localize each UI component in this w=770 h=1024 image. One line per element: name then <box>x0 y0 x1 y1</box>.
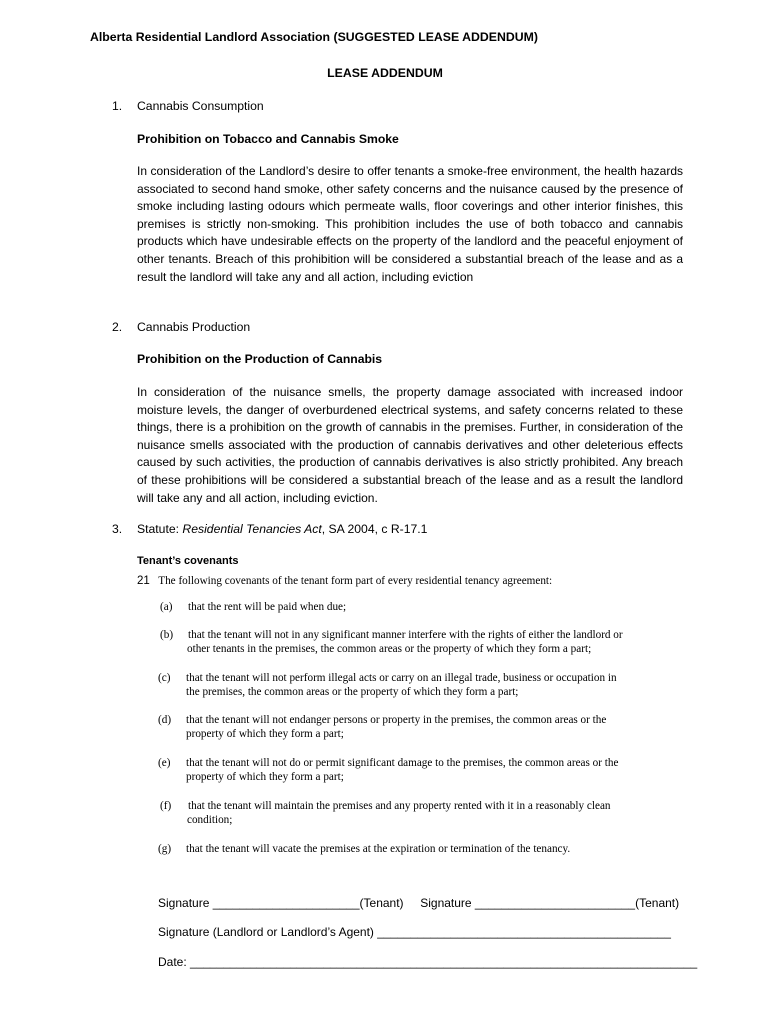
tenant-signature-lines[interactable]: Signature ______________________(Tenant) Signature ________________________(Tenant) <box>158 896 680 910</box>
statute-citation: , SA 2004, c R-17.1 <box>321 522 428 536</box>
clause-label: (e) <box>158 757 171 769</box>
section-2-body: In consideration of the nuisance smells, the property damage associated with increased indoor moisture levels, the danger of overburdened electrical systems, and safety concerns related to these things, there is a prohibition on the growth of cannabis in the premises. Further, in consideration of the nuisance smells associated with the production of cannabis derivatives and other deleterious effects caused by such activities, the production of cannabis derivatives is also strictly prohibited. Any breach of these prohibitions will be considered a substantial breach of the lease and as a result the landlord will take any and all action, including eviction. <box>137 385 683 505</box>
section-21-number: 21 <box>137 575 150 587</box>
section-2-number: 2. <box>112 320 123 334</box>
clause-label: (b) <box>160 629 174 641</box>
clause-text: that the tenant will vacate the premises at the expiration or termination of the tenancy. <box>186 843 571 855</box>
clause-g <box>158 842 698 856</box>
clause-text-cont: the premises, the common areas or the property of which they form a part; <box>186 686 519 699</box>
clause-text-cont: condition; <box>187 814 233 827</box>
clause-e <box>158 756 698 784</box>
section-1-subheading: Prohibition on Tobacco and Cannabis Smoke <box>137 132 399 146</box>
clause-label: (a) <box>160 601 173 613</box>
statute-label: Statute: <box>137 522 183 536</box>
landlord-signature-line[interactable]: Signature (Landlord or Landlord’s Agent) ____________________________________________ <box>158 925 671 939</box>
clause-c <box>158 671 698 699</box>
clause-text-cont: other tenants in the premises, the common areas or the property of which they form a part; <box>187 643 592 656</box>
tenant-covenants-heading: Tenant’s covenants <box>137 555 239 567</box>
section-1-number: 1. <box>112 99 123 113</box>
clause-text: that the tenant will maintain the premises and any property rented with it in a reasonably clean <box>188 800 611 812</box>
section-3-statute <box>137 522 427 536</box>
covenants-intro <box>137 571 552 589</box>
section-1-body: In consideration of the Landlord’s desire to offer tenants a smoke-free environment, the health hazards associated to second hand smoke, other safety concerns and the nuisance caused by the presence of smoke including lasting odours which permeate walls, floor coverings and other interior finishes, this premises is strictly non-smoking. This prohibition includes the use of both tobacco and cannabis products which have undesirable effects on the property of the landlord and the peaceful enjoyment of other tenants. Breach of this prohibition will be considered a substantial breach of the lease and as a result the landlord will take any and all action, including eviction <box>137 164 683 284</box>
section-1-heading: Cannabis Consumption <box>137 99 264 113</box>
clause-text: that the tenant will not endanger persons or property in the premises, the common areas or the <box>186 714 607 726</box>
clause-d <box>158 713 698 741</box>
clause-text: that the rent will be paid when due; <box>188 601 347 613</box>
clause-a <box>160 600 700 614</box>
document-title: LEASE ADDENDUM <box>327 66 443 80</box>
clause-text: that the tenant will not in any significant manner interfere with the rights of either the landlord or <box>188 629 623 641</box>
clause-label: (d) <box>158 714 172 726</box>
covenants-intro-text: The following covenants of the tenant form part of every residential tenancy agreement: <box>158 575 553 587</box>
clause-f <box>160 799 700 827</box>
date-line[interactable]: Date: ____________________________________________________________________________ <box>158 955 698 969</box>
clause-b <box>160 628 700 656</box>
clause-text-cont: property of which they form a part; <box>186 728 344 741</box>
statute-act-name: Residential Tenancies Act <box>182 522 322 536</box>
document-header: Alberta Residential Landlord Association (SUGGESTED LEASE ADDENDUM) <box>90 30 538 44</box>
section-2-subheading: Prohibition on the Production of Cannabis <box>137 352 383 366</box>
section-3-number: 3. <box>112 522 123 536</box>
section-2-heading: Cannabis Production <box>137 320 251 334</box>
clause-text-cont: property of which they form a part; <box>186 771 344 784</box>
clause-text: that the tenant will not perform illegal acts or carry on an illegal trade, business or occupation in <box>186 672 617 684</box>
clause-text: that the tenant will not do or permit significant damage to the premises, the common areas or the <box>186 757 619 769</box>
clause-label: (f) <box>160 800 172 812</box>
clause-label: (g) <box>158 843 172 855</box>
clause-label: (c) <box>158 672 171 684</box>
